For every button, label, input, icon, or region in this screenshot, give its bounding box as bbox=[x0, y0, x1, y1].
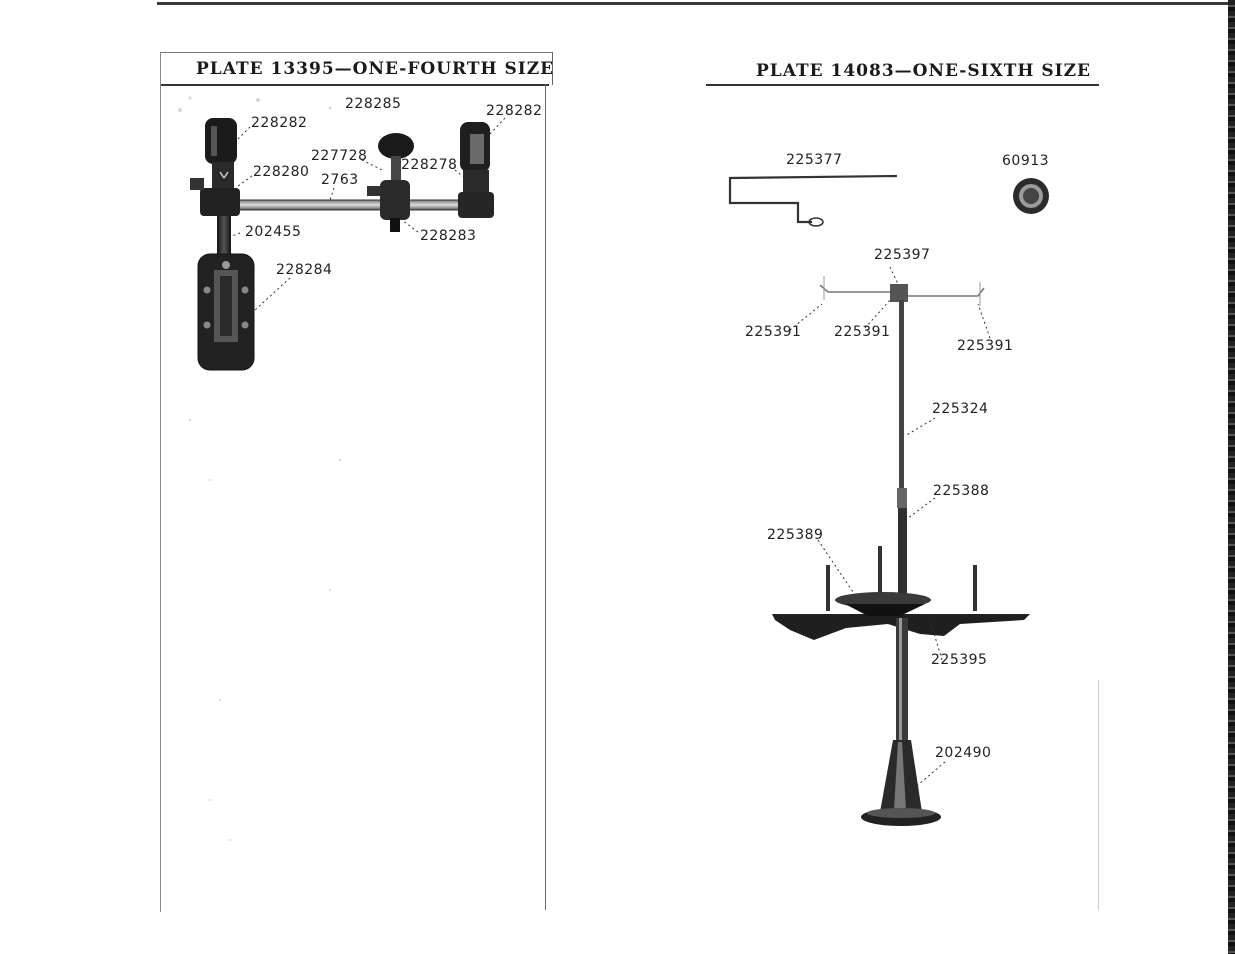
part-label-225377: 225377 bbox=[786, 152, 843, 168]
part-label-227728: 227728 bbox=[311, 148, 368, 164]
part-label-2763: 2763 bbox=[321, 172, 359, 188]
part-label-228285: 228285 bbox=[345, 96, 402, 112]
left-plate-title: PLATE 13395—ONE-FOURTH SIZE bbox=[196, 59, 555, 79]
part-label-228282-right: 228282 bbox=[486, 103, 543, 119]
part-label-225391-c: 225391 bbox=[957, 338, 1014, 354]
part-label-225389: 225389 bbox=[767, 527, 824, 543]
part-label-60913: 60913 bbox=[1002, 153, 1050, 169]
part-label-202490: 202490 bbox=[935, 745, 992, 761]
part-label-228280: 228280 bbox=[253, 164, 310, 180]
part-label-228278: 228278 bbox=[401, 157, 458, 173]
part-label-228284: 228284 bbox=[276, 262, 333, 278]
part-label-202455: 202455 bbox=[245, 224, 302, 240]
part-label-225324: 225324 bbox=[932, 401, 989, 417]
part-label-225388: 225388 bbox=[933, 483, 990, 499]
part-label-228283: 228283 bbox=[420, 228, 477, 244]
part-label-225391-b: 225391 bbox=[834, 324, 891, 340]
part-label-225397: 225397 bbox=[874, 247, 931, 263]
right-plate-title: PLATE 14083—ONE-SIXTH SIZE bbox=[756, 61, 1091, 81]
part-label-225395: 225395 bbox=[931, 652, 988, 668]
part-label-225391-a: 225391 bbox=[745, 324, 802, 340]
part-label-228282-left: 228282 bbox=[251, 115, 308, 131]
